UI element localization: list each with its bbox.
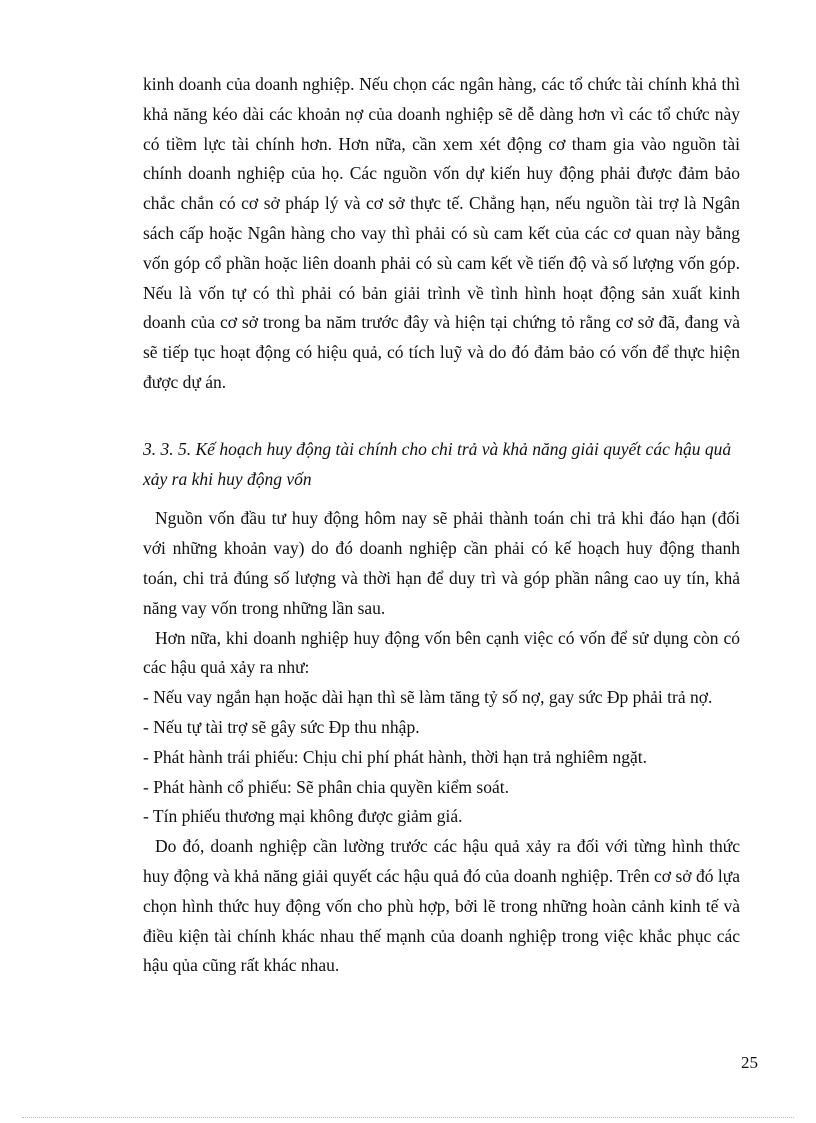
list-item: - Phát hành trái phiếu: Chịu chi phí phát hành, thời hạn trả nghiêm ngặt. <box>143 746 648 767</box>
paragraph-conclusion: Do đó, doanh nghiệp cần lường trước các hậu quả xảy ra đối với từng hình thức huy động và khả năng giải quyết các hậu quả đó của doanh nghiệp. Trên cơ sở đó lựa chọn hình thức huy động vốn cho phù hợp, bởi lẽ trong những hoàn cảnh kinh tế và điều kiện tài chính khác nhau thế mạnh của doanh nghiệp trong việc khắc phục các hậu qủa cũng rất khác nhau. <box>143 836 740 976</box>
bottom-divider <box>22 1117 794 1118</box>
section-heading: 3. 3. 5. Kế hoạch huy động tài chính cho chi trả và khả năng giải quyết các hậu quả xảy ra khi huy động vốn <box>143 438 732 489</box>
list-item: - Phát hành cổ phiếu: Sẽ phân chia quyền kiểm soát. <box>143 776 509 797</box>
list-item: - Tín phiếu thương mại không được giảm giá. <box>143 806 463 827</box>
list-item: - Nếu tự tài trợ sẽ gây sức Đp thu nhập. <box>143 716 420 737</box>
page-body <box>143 70 740 981</box>
paragraph-continuation: kinh doanh của doanh nghiệp. Nếu chọn các ngân hàng, các tổ chức tài chính khả thì khả năng kéo dài các khoản nợ của doanh nghiệp sẽ dễ dàng hơn vì các tổ chức này có tiềm lực tài chính hơn. Hơn nữa, cần xem xét động cơ tham gia vào nguồn tài chính doanh nghiệp của họ. Các nguồn vốn dự kiến huy động phải được đảm bảo chắc chắn có cơ sở pháp lý và cơ sở thực tế. Chẳng hạn, nếu nguồn tài trợ là Ngân sách cấp hoặc Ngân hàng cho vay thì phải có sù cam kết của các cơ quan này bằng vốn góp cổ phần hoặc liên doanh phải có sù cam kết về tiến độ và số lượng vốn góp. Nếu là vốn tự có thì phải có bản giải trình về tình hình hoạt động sản xuất kinh doanh của cơ sở trong ba năm trước đây và hiện tại chứng tỏ rằng cơ sở đã, đang và sẽ tiếp tục hoạt động có hiệu quả, có tích luỹ và do đó đảm bảo có vốn để thực hiện được dự án. <box>143 74 740 392</box>
paragraph-repayment-plan: Nguồn vốn đầu tư huy động hôm nay sẽ phải thành toán chi trả khi đáo hạn (đối với những khoản vay) do đó doanh nghiệp cần phải có kế hoạch huy động thanh toán, chi trả đúng số lượng và thời hạn để duy trì và góp phần nâng cao uy tín, khả năng vay vốn trong những lần sau. <box>143 508 740 618</box>
list-item: - Nếu vay ngắn hạn hoặc dài hạn thì sẽ làm tăng tỷ số nợ, gay sức Đp phải trả nợ. <box>143 687 713 708</box>
page-number: 25 <box>741 1053 758 1072</box>
paragraph-consequences-intro: Hơn nữa, khi doanh nghiệp huy động vốn bên cạnh việc có vốn để sử dụng còn có các hậu quả xảy ra như: <box>143 627 740 678</box>
consequences-list <box>143 683 740 832</box>
